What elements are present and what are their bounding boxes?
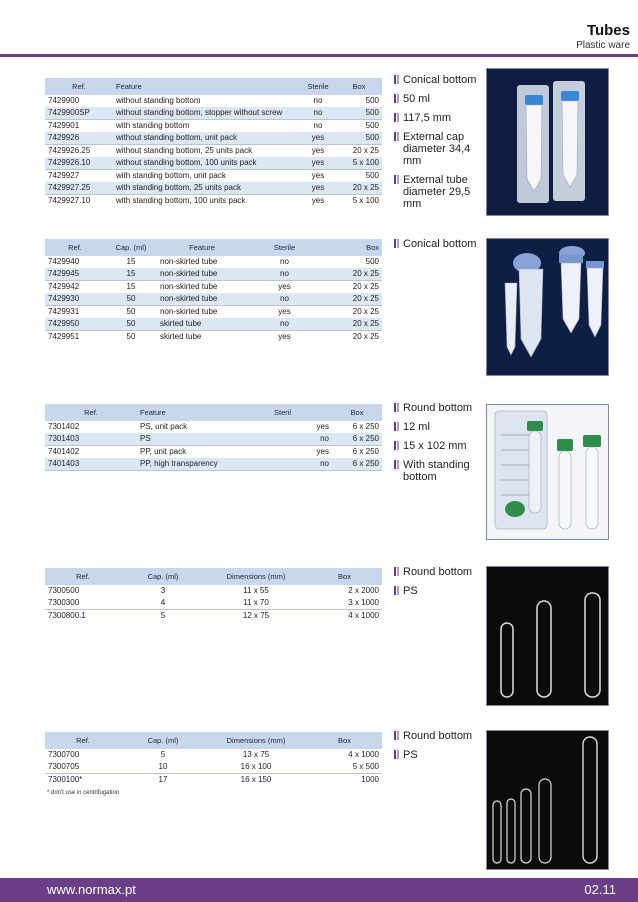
feature-list-2 [394,238,486,257]
feature-list-4 [394,566,486,604]
table-row: 7300800.1 5 12 x 75 4 x 1000 [45,610,382,623]
feature-list-3 [394,402,486,490]
table-row: 7429927 with standing bottom, unit pack yes 500 [45,170,382,183]
table-row: 7301402 PS, unit pack yes 6 x 250 [45,421,382,433]
feature-item: PS [394,749,486,761]
col-sterile: Sterile [247,239,322,256]
col-feature: Feature [157,239,247,256]
col-dimensions: Dimensions (mm) [205,732,307,749]
feature-item: Conical bottom [394,74,486,86]
feature-item: Round bottom [394,566,486,578]
feature-list-5 [394,730,486,768]
col-sterile: Steril [271,404,332,421]
col-box: Box [322,239,382,256]
footer-website-link[interactable]: www.normax.pt [47,882,136,897]
col-box: Box [332,404,382,421]
table-row: 7300705 10 16 x 100 5 x 500 [45,761,382,774]
col-feature: Feature [137,404,271,421]
col-dimensions: Dimensions (mm) [205,568,307,585]
col-ref: Ref. [45,568,121,585]
header-subtitle: Plastic ware [576,40,630,51]
product-photo-round-tubes-green-cap [486,404,609,540]
feature-item: 15 x 102 mm [394,440,486,452]
col-ref: Ref. [45,239,105,256]
feature-item: Round bottom [394,402,486,414]
col-ref: Ref. [45,404,137,421]
footer [0,878,638,902]
table-round-ps-small [45,568,382,622]
col-capacity: Cap. (ml) [105,239,157,256]
table-conical-50ml [45,78,382,207]
feature-item: Conical bottom [394,238,486,250]
product-photo-round-tubes-three [486,566,609,706]
table-row: 7301403 PS no 6 x 250 [45,433,382,446]
table-row: 7429931 50 non-skirted tube yes 20 x 25 [45,306,382,319]
table-row: 7429900SP without standing bottom, stopper without screw no 500 [45,107,382,120]
table-row: 7429942 15 non-skirted tube yes 20 x 25 [45,281,382,294]
table-conical-15-50ml [45,239,382,343]
product-photo-conical-tubes-bagged [486,68,609,216]
product-photo-round-tubes-five [486,730,609,870]
feature-item: PS [394,585,486,597]
table-row: 7401403 PP, high transparency no 6 x 250 [45,458,382,471]
page-number: 02.11 [584,882,616,897]
table-row: 7429926.10 without standing bottom, 100 units pack yes 5 x 100 [45,157,382,170]
table-row: 7429926.25 without standing bottom, 25 units pack yes 20 x 25 [45,145,382,158]
feature-item: External tube diameter 29,5 mm [394,174,486,210]
feature-item: 50 ml [394,93,486,105]
header-rule [0,54,638,57]
col-box: Box [307,732,382,749]
product-photo-conical-tubes [486,238,609,376]
table-row: 7429901 with standing bottom no 500 [45,120,382,133]
table-row: 7300700 5 13 x 75 4 x 1000 [45,749,382,761]
col-box: Box [307,568,382,585]
table-row: 7429945 15 non-skirted tube no 20 x 25 [45,268,382,281]
col-feature: Feature [113,78,300,95]
table-round-12ml [45,404,382,471]
feature-item: 12 ml [394,421,486,433]
table-row: 7429927.10 with standing bottom, 100 units pack yes 5 x 100 [45,195,382,208]
table-row: 7429900 without standing bottom no 500 [45,95,382,107]
feature-list-1 [394,74,486,217]
feature-item: Round bottom [394,730,486,742]
col-ref: Ref. [45,78,113,95]
header-title: Tubes [586,22,630,39]
table-round-ps-large [45,732,382,786]
col-capacity: Cap. (ml) [121,732,205,749]
footnote: * don't use in centrifugation [47,790,120,796]
table-row: 7429926 without standing bottom, unit pack yes 500 [45,132,382,145]
col-sterile: Sterile [300,78,336,95]
table-row: 7300100* 17 16 x 150 1000 [45,774,382,787]
feature-item: External cap diameter 34,4 mm [394,131,486,167]
table-row: 7429930 50 non-skirted tube no 20 x 25 [45,293,382,306]
col-ref: Ref. [45,732,121,749]
table-row: 7300500 3 11 x 55 2 x 2000 [45,585,382,597]
table-row: 7429927.25 with standing bottom, 25 units pack yes 20 x 25 [45,182,382,195]
table-row: 7429951 50 skirted tube yes 20 x 25 [45,331,382,344]
feature-item: With standing bottom [394,459,486,483]
table-row: 7429950 50 skirted tube no 20 x 25 [45,318,382,331]
col-box: Box [336,78,382,95]
feature-item: 117,5 mm [394,112,486,124]
col-capacity: Cap. (ml) [121,568,205,585]
table-row: 7429940 15 non-skirted tube no 500 [45,256,382,268]
table-row: 7300300 4 11 x 70 3 x 1000 [45,597,382,610]
table-row: 7401402 PP, unit pack yes 6 x 250 [45,446,382,459]
